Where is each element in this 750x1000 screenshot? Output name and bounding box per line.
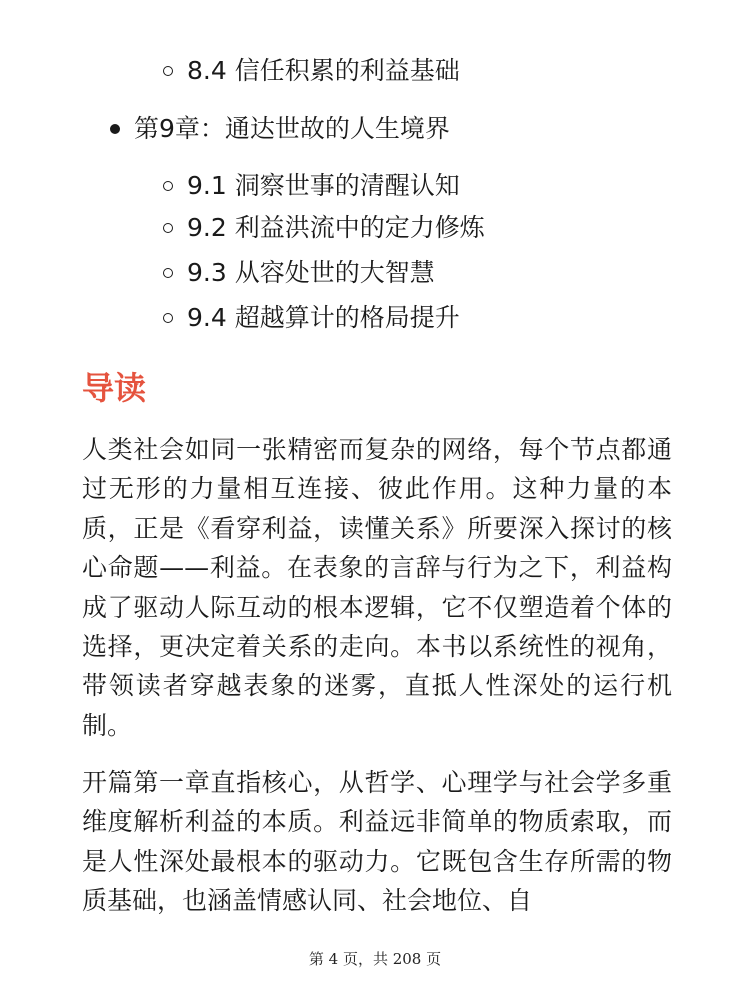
hollow-bullet-icon bbox=[163, 223, 173, 233]
toc-item-label: 9.1 洞察世事的清醒认知 bbox=[187, 171, 460, 200]
hollow-bullet-icon bbox=[163, 181, 173, 191]
toc-item-label: 8.4 信任积累的利益基础 bbox=[187, 56, 460, 85]
body-paragraph: 开篇第一章直指核心，从哲学、心理学与社会学多重维度解析利益的本质。利益远非简单的物质索取，而是人性深处最根本的驱动力。它既包含生存所需的物质基础，也涵盖情感认同、社会地位、自 bbox=[82, 768, 672, 916]
section-heading: 导读 bbox=[82, 369, 147, 407]
hollow-bullet-icon bbox=[163, 66, 173, 76]
toc-subsection-item[interactable] bbox=[163, 55, 460, 87]
toc-subsection-item[interactable] bbox=[163, 302, 460, 334]
hollow-bullet-icon bbox=[163, 313, 173, 323]
toc-subsection-item[interactable] bbox=[163, 257, 435, 289]
toc-item-label: 第9章：通达世故的人生境界 bbox=[134, 114, 450, 143]
body-paragraph: 人类社会如同一张精密而复杂的网络，每个节点都通过无形的力量相互连接、彼此作用。这种力量的本质，正是《看穿利益，读懂关系》所要深入探讨的核心命题——利益。在表象的言辞与行为之下，利益构成了驱动人际互动的根本逻辑，它不仅塑造着个体的选择，更决定着关系的走向。本书以系统性的视角，带领读者穿越表象的迷雾，直抵人性深处的运行机制。 bbox=[82, 435, 672, 740]
toc-subsection-item[interactable] bbox=[163, 212, 485, 244]
page-number-footer: 第 4 页，共 208 页 bbox=[308, 950, 442, 968]
toc-chapter-item[interactable] bbox=[110, 113, 450, 145]
toc-item-label: 9.4 超越算计的格局提升 bbox=[187, 303, 460, 332]
hollow-bullet-icon bbox=[163, 268, 173, 278]
toc-item-label: 9.2 利益洪流中的定力修炼 bbox=[187, 213, 485, 242]
filled-bullet-icon bbox=[110, 124, 120, 134]
toc-item-label: 9.3 从容处世的大智慧 bbox=[187, 258, 435, 287]
toc-subsection-item[interactable] bbox=[163, 170, 460, 202]
